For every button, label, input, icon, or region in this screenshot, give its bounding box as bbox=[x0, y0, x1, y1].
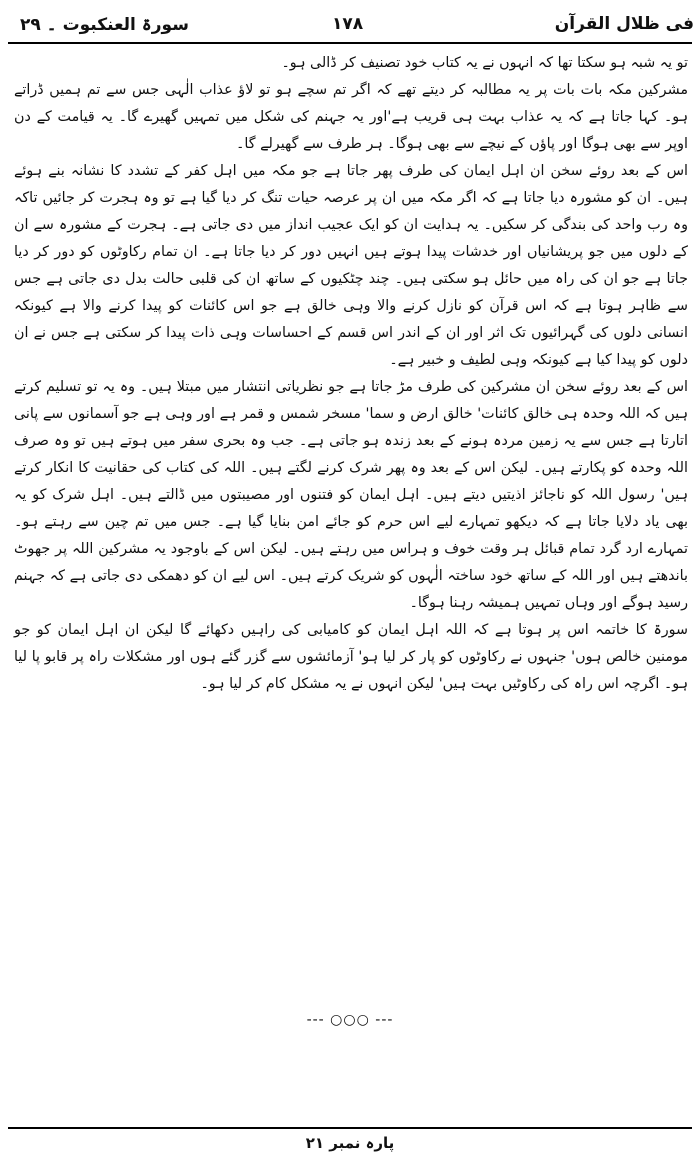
paragraph-4: اس کے بعد روئے سخن ان مشرکین کی طرف مڑ جاتا ہے جو نظریاتی انتشار میں مبتلا ہیں۔ وہ یہ تو تسلیم کرتے ہیں کہ اللہ وحدہ ہی خالق کائنات' خالق ارض و سما' مسخر شمس و قمر ہے اور وہی ہے جو آسمانوں سے پانی اتارتا ہے جس سے یہ زمین مردہ ہونے کے بعد زندہ ہو جاتی ہے۔ جب وہ بحری سفر میں ہوتے ہیں تو وہ صرف اللہ وحدہ کو پکارتے ہیں۔ لیکن اس کے بعد وہ پھر شرک کرنے لگتے ہیں۔ اللہ کی کتاب کی حقانیت کا انکار کرتے ہیں' رسول اللہ کو ناجائز اذیتیں دیتے ہیں۔ اہل ایمان کو فتنوں اور مصیبتوں میں ڈالتے ہیں۔ اہل شرک کو یہ بھی یاد دلایا جاتا ہے کہ دیکھو تمہارے لیے اس حرم کو جائے امن بنایا گیا ہے۔ جس میں تم چین سے رہتے ہو۔ تمہارے ارد گرد تمام قبائل ہر وقت خوف و ہراس میں رہتے ہیں۔ لیکن اس کے باوجود یہ مشرکین اللہ پر جھوٹ باندھتے ہیں اور اللہ کے ساتھ خود ساختہ الٰہوں کو شریک کرتے ہیں۔ اس لیے ان کو دھمکی دی جاتی ہے کہ جہنم رسید ہوگے اور وہاں تمہیں ہمیشہ رہنا ہوگا۔ bbox=[14, 379, 688, 611]
paragraph-3: اس کے بعد روئے سخن ان اہل ایمان کی طرف پھر جاتا ہے جو مکہ میں اہل کفر کے تشدد کا نشانہ بنے ہوئے ہیں۔ ان کو مشورہ دیا جاتا ہے کہ اگر مکہ میں ان پر عرصہ حیات تنگ کر دیا گیا ہے تو وہ ہجرت کر جائیں تاکہ وہ رب واحد کی بندگی کر سکیں۔ یہ ہدایت ان کو ایک عجیب انداز میں دی جاتی ہے۔ ہجرت کے مشورہ سے ان کے دلوں میں جو پریشانیاں اور خدشات پیدا ہوتے ہیں انہیں دور کر دیا جاتا ہے۔ ان تمام رکاوٹوں کو دور کر دیا جاتا ہے جو ان کی راہ میں حائل ہو سکتی ہیں۔ چند چٹکیوں کے ساتھ ان کی قلبی حالت بدل دی جاتی ہے جس سے ظاہر ہوتا ہے کہ اس قرآن کو نازل کرنے والا وہی خالق ہے جو اس کائنات کو پیدا کرنے والا ہے کیونکہ انسانی دلوں کی گہرائیوں تک اثر اور ان کے اندر اس قسم کے احساسات وہی ذات پیدا کر سکتی ہے جس نے ان دلوں کو پیدا کیا ہے کیونکہ وہی لطیف و خبیر ہے۔ bbox=[14, 163, 688, 368]
paragraph-5: سورۃ کا خاتمہ اس پر ہوتا ہے کہ اللہ اہل ایمان کو کامیابی کی راہیں دکھائے گا لیکن ان اہل ایمان کو جو مومنین خالص ہوں' جنہوں نے رکاوٹوں کو پار کر لیا ہو' آزمائشوں سے گزر گئے ہوں اور مشکلات راہ پر قابو پا لیا ہو۔ اگرچہ اس راہ کی رکاوٹیں بہت ہیں' لیکن انہوں نے یہ مشکل کام کر لیا ہو۔ bbox=[14, 622, 688, 692]
page-header bbox=[0, 6, 700, 40]
page-number: ۱۷۸ bbox=[332, 14, 364, 34]
paragraph-1: تو یہ شبہ ہو سکتا تھا کہ انہوں نے یہ کتاب خود تصنیف کر ڈالی ہو۔ bbox=[281, 55, 688, 71]
body-text bbox=[14, 50, 688, 698]
header-rule bbox=[8, 42, 692, 44]
paragraph-2: مشرکین مکہ بات بات پر یہ مطالبہ کر دیتے تھے کہ اگر تم سچے ہو تو لاؤ عذاب الٰہی جس سے تم ہمیں ڈراتے ہو۔ کہا جاتا ہے کہ یہ عذاب بہت ہی قریب ہے'اور یہ جہنم کی شکل میں تمہیں گھیرے گا۔ یہ قیامت کے دن اوپر سے بھی ہوگا اور پاؤں کے نیچے سے بھی ہوگا۔ ہر طرف سے گھیرلے گا۔ bbox=[14, 82, 688, 152]
footer-rule bbox=[8, 1127, 692, 1129]
page-footer: پارہ نمبر ۲۱ bbox=[305, 1134, 395, 1152]
surah-title: سورۃ العنکبوت ۔ ۲۹ bbox=[20, 15, 189, 35]
book-title: فی ظلال القرآن bbox=[554, 14, 694, 34]
section-separator: --- ○○○ --- bbox=[306, 1012, 394, 1028]
